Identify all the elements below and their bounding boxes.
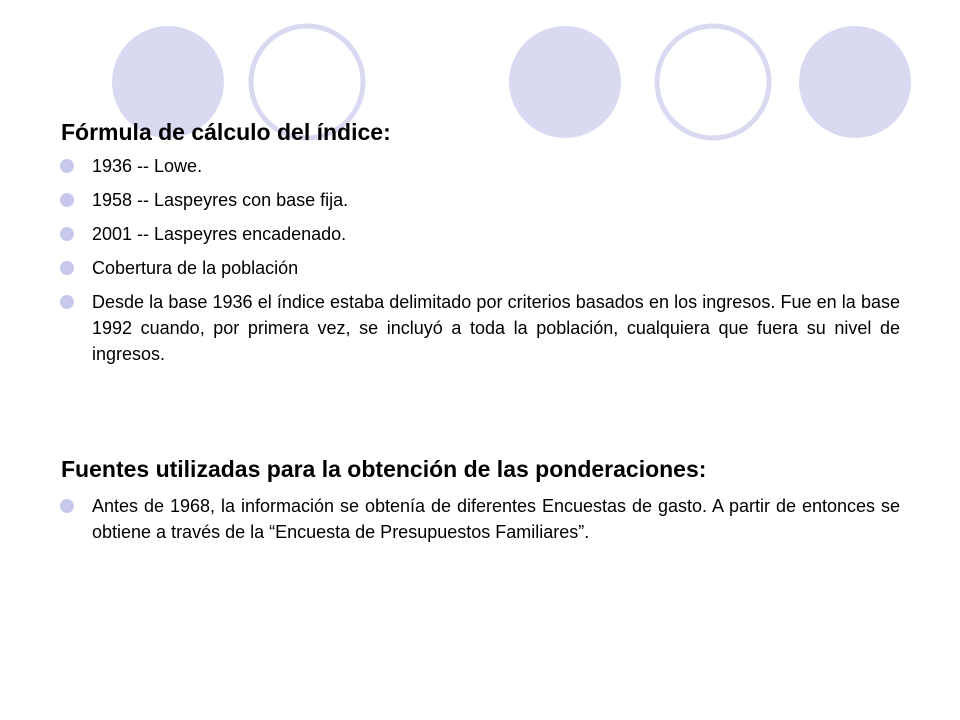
bullet-icon — [60, 261, 74, 275]
bullet-icon — [60, 159, 74, 173]
list-item-text: Cobertura de la población — [92, 258, 299, 278]
list-item-text: Antes de 1968, la información se obtenía de diferentes Encuestas de gasto. A partir de entonces se obtiene a través de la “Encuesta de Presupuestos Familiares”. — [92, 496, 900, 542]
list-item — [92, 187, 900, 213]
list-item-text: Desde la base 1936 el índice estaba delimitado por criterios basados en los ingresos. Fue en la base 1992 cuando, por primera vez, se incluyó a toda la población, cualquiera que fuera su nivel de ingresos. — [92, 292, 900, 364]
list-item-text: 1958 -- Laspeyres con base fija. — [92, 190, 349, 210]
list-item-text: 1936 -- Lowe. — [92, 156, 203, 176]
bullet-icon — [60, 227, 74, 241]
formula-bullet-list — [92, 153, 900, 375]
outline-circle-icon — [657, 26, 769, 138]
section-title-formula: Fórmula de cálculo del índice: — [61, 119, 391, 145]
section-title-sources: Fuentes utilizadas para la obtención de las ponderaciones: — [61, 456, 707, 482]
list-item — [92, 255, 900, 281]
list-item-text: 2001 -- Laspeyres encadenado. — [92, 224, 347, 244]
bullet-icon — [60, 193, 74, 207]
list-item — [92, 153, 900, 179]
sources-bullet-list — [92, 493, 900, 545]
filled-circle-icon — [509, 26, 621, 138]
bullet-icon — [60, 499, 74, 513]
list-item — [92, 493, 900, 545]
list-item — [92, 221, 900, 247]
bullet-icon — [60, 295, 74, 309]
list-item — [92, 289, 900, 367]
filled-circle-icon — [799, 26, 911, 138]
